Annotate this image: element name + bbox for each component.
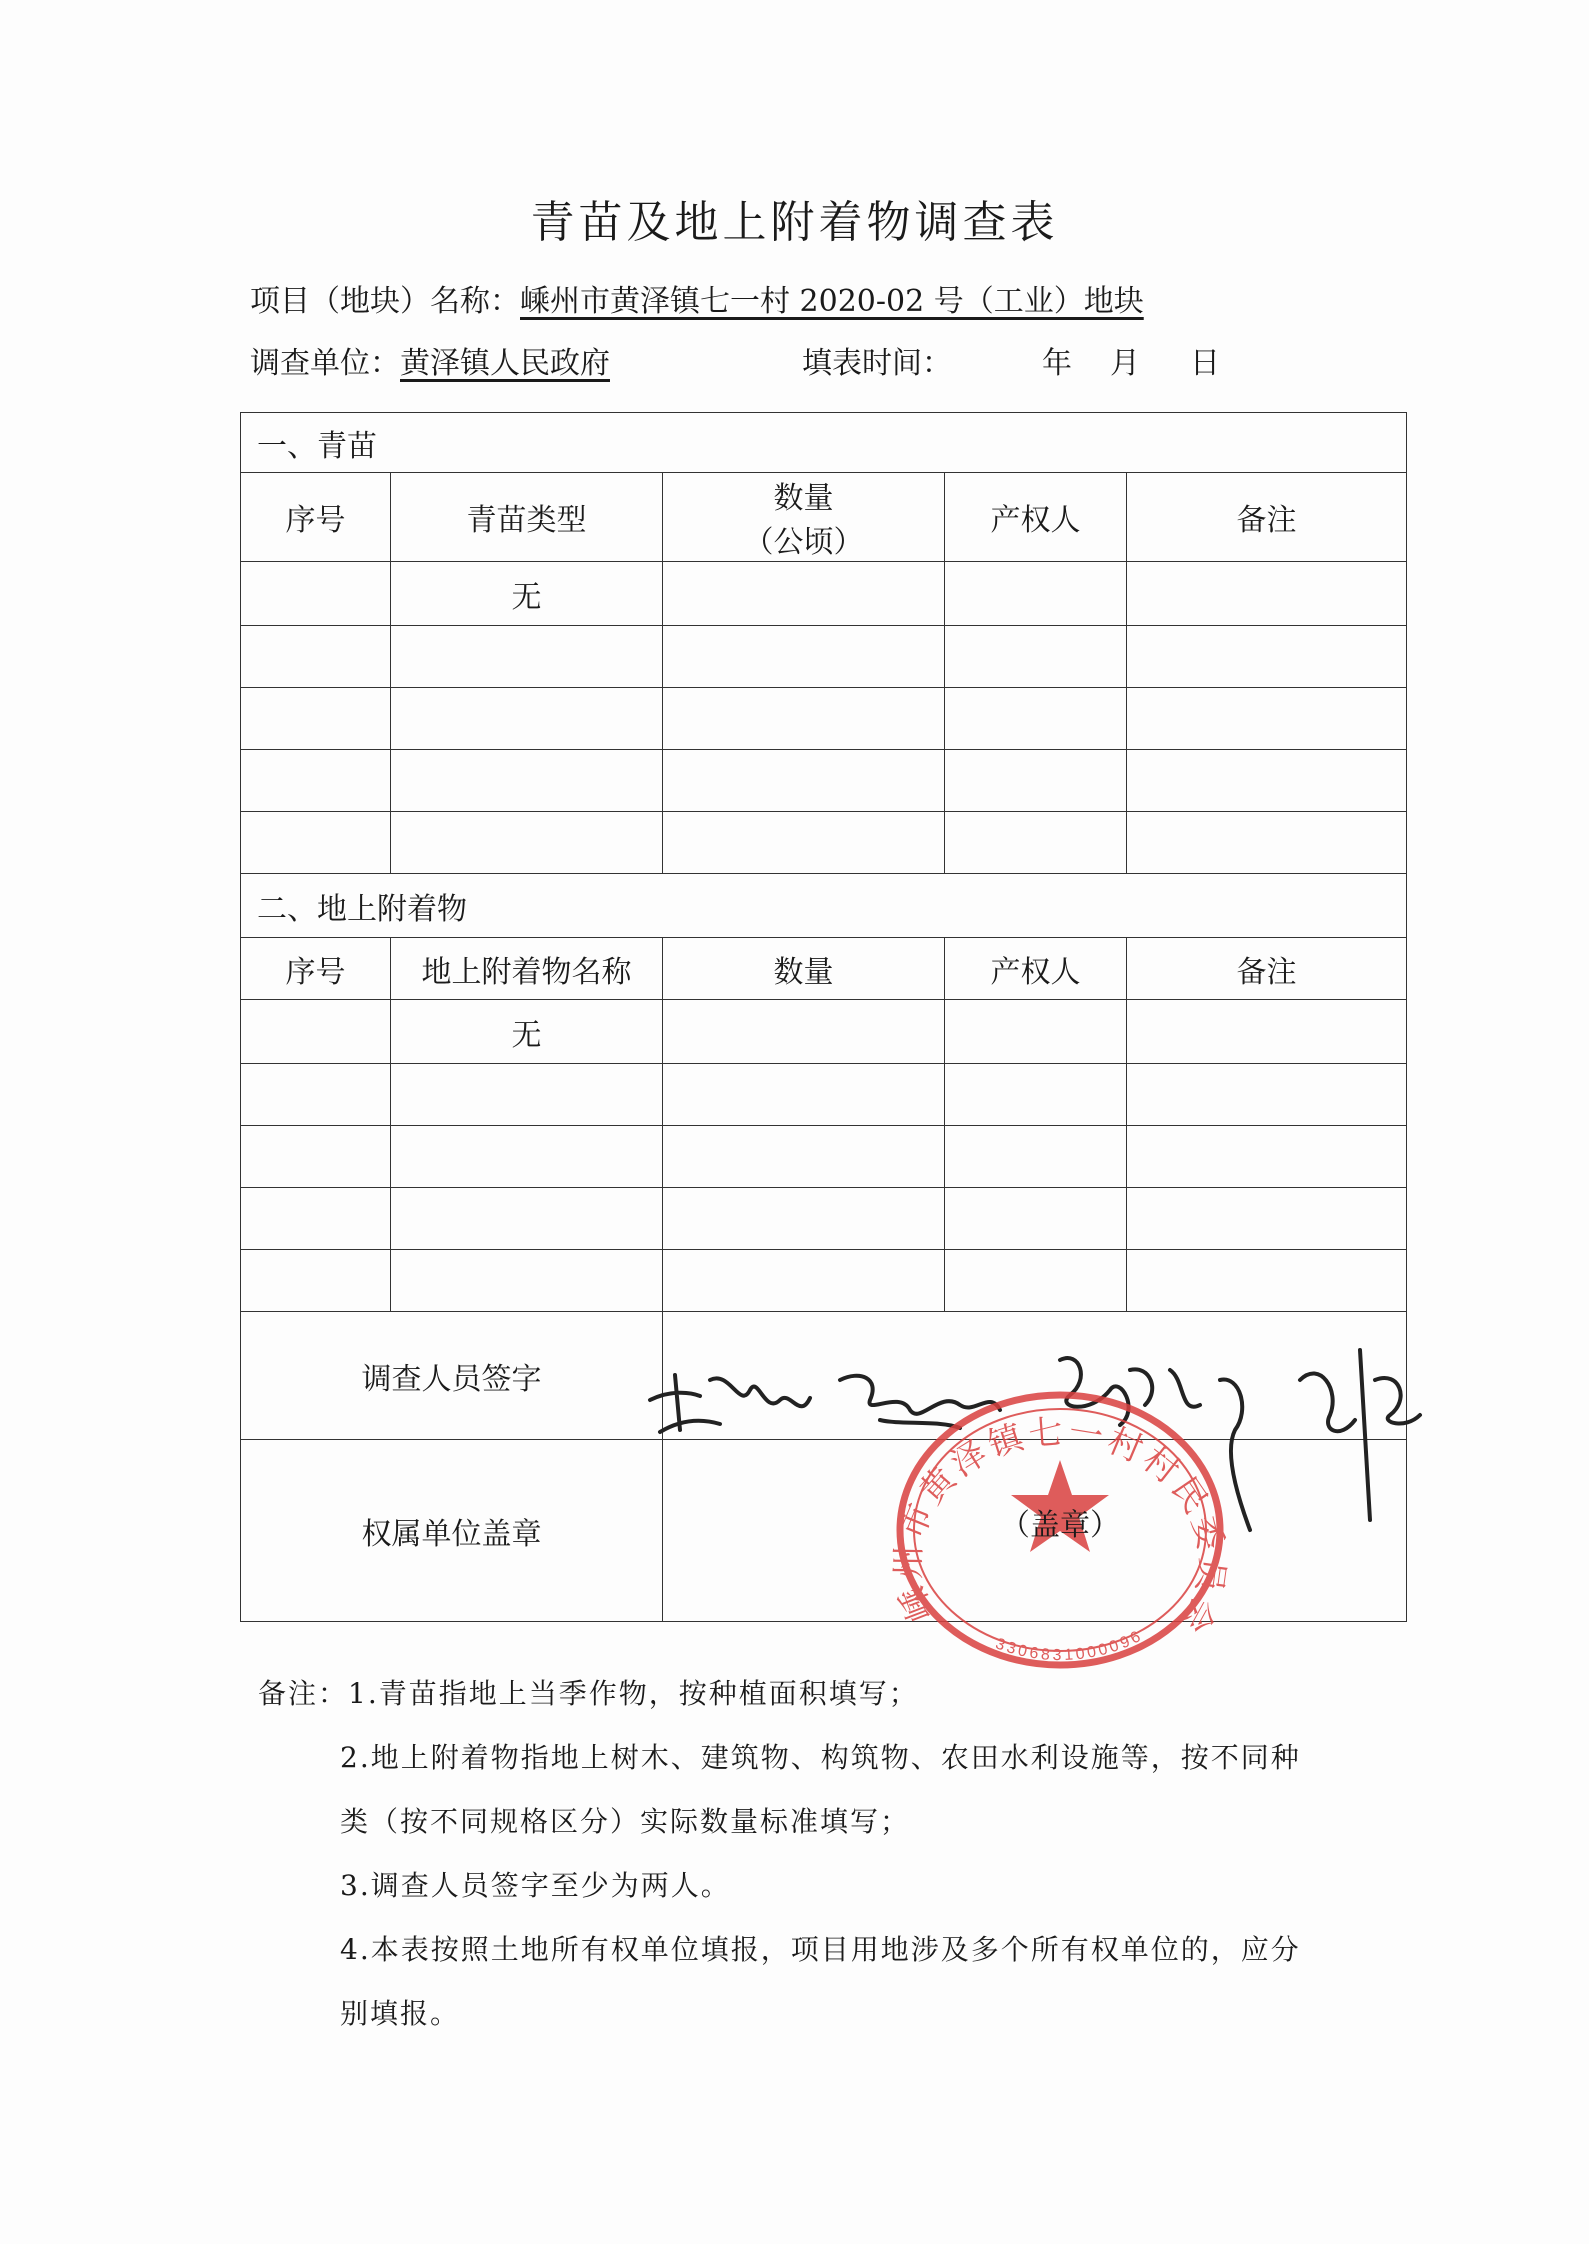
table-cell (945, 562, 1127, 626)
col-header-seedling-type: 青苗类型 (391, 473, 663, 562)
survey-unit-line (250, 338, 610, 382)
col-header-attachment-name: 地上附着物名称 (391, 938, 663, 1000)
notes-item-3: 3.调查人员签字至少为两人。 (340, 1869, 731, 1902)
fill-date-day: 日 (1190, 346, 1220, 381)
table-row (241, 1188, 1407, 1250)
section1-heading-row (241, 413, 1407, 473)
notes-prefix: 备注： (258, 1677, 349, 1710)
table-row (241, 688, 1407, 750)
section2-heading: 二、地上附着物 (241, 874, 1407, 938)
fill-date-month: 月 (1110, 346, 1140, 381)
section1-header-row (241, 473, 1407, 562)
notes-item-2-cont: 类（按不同规格区分）实际数量标准填写； (340, 1805, 911, 1838)
table-row (241, 750, 1407, 812)
col-header-owner-2: 产权人 (945, 938, 1127, 1000)
table-row (241, 812, 1407, 874)
section1-heading: 一、青苗 (241, 413, 1407, 473)
survey-unit-name: 黄泽镇人民政府 (400, 346, 610, 381)
table-row (241, 626, 1407, 688)
seal-label: 权属单位盖章 (241, 1440, 663, 1622)
notes-item-4: 4.本表按照土地所有权单位填报，项目用地涉及多个所有权单位的，应分 (340, 1933, 1301, 1966)
table-cell (1127, 1000, 1407, 1064)
col-header-remarks: 备注 (1127, 473, 1407, 562)
notes-item-1: 备注：1.青苗指地上当季作物，按种植面积填写； (258, 1677, 919, 1710)
svg-text:3306831000096 (993, 1627, 1146, 1664)
notes-item-4-cont: 别填报。 (340, 1997, 461, 2030)
col-header-quantity-label: 数量 (773, 481, 834, 516)
survey-unit-label: 调查单位： (250, 346, 400, 381)
table-row (241, 562, 1407, 626)
section2-header-row (241, 938, 1407, 1000)
seal-ring-text: 嵊州市黄泽镇七一村村民委员会 (890, 1414, 1231, 1642)
table-cell (241, 1000, 391, 1064)
col-header-remarks-2: 备注 (1127, 938, 1407, 1000)
section2-heading-row (241, 874, 1407, 938)
table-row (241, 1064, 1407, 1126)
project-line (250, 276, 1144, 320)
col-header-serial: 序号 (241, 473, 391, 562)
table-cell (663, 1000, 945, 1064)
project-name: 嵊州市黄泽镇七一村 2020-02 号（工业）地块 (520, 284, 1144, 319)
table-cell (1127, 562, 1407, 626)
table-row (241, 1250, 1407, 1312)
notes-item-2: 2.地上附着物指地上树木、建筑物、构筑物、农田水利设施等，按不同种 (340, 1741, 1301, 1774)
table-row (241, 1126, 1407, 1188)
fill-date-year: 年 (1042, 346, 1072, 381)
col-header-quantity (663, 473, 945, 562)
fill-date-label: 填表时间： (802, 346, 952, 381)
table-cell (663, 562, 945, 626)
col-header-quantity-2: 数量 (663, 938, 945, 1000)
table-cell: 无 (391, 562, 663, 626)
table-cell (945, 1000, 1127, 1064)
col-header-owner: 产权人 (945, 473, 1127, 562)
document-title: 青苗及地上附着物调查表 (530, 197, 1059, 248)
seal-code: 3306831000096 (993, 1627, 1147, 1665)
seal-center-text: （盖章） (1000, 1508, 1120, 1543)
table-row (241, 1000, 1407, 1064)
table-cell: 无 (391, 1000, 663, 1064)
col-header-serial-2: 序号 (241, 938, 391, 1000)
table-cell (241, 562, 391, 626)
signature-label: 调查人员签字 (241, 1312, 663, 1440)
col-header-quantity-unit: （公顷） (743, 525, 864, 560)
project-label: 项目（地块）名称： (250, 284, 520, 319)
